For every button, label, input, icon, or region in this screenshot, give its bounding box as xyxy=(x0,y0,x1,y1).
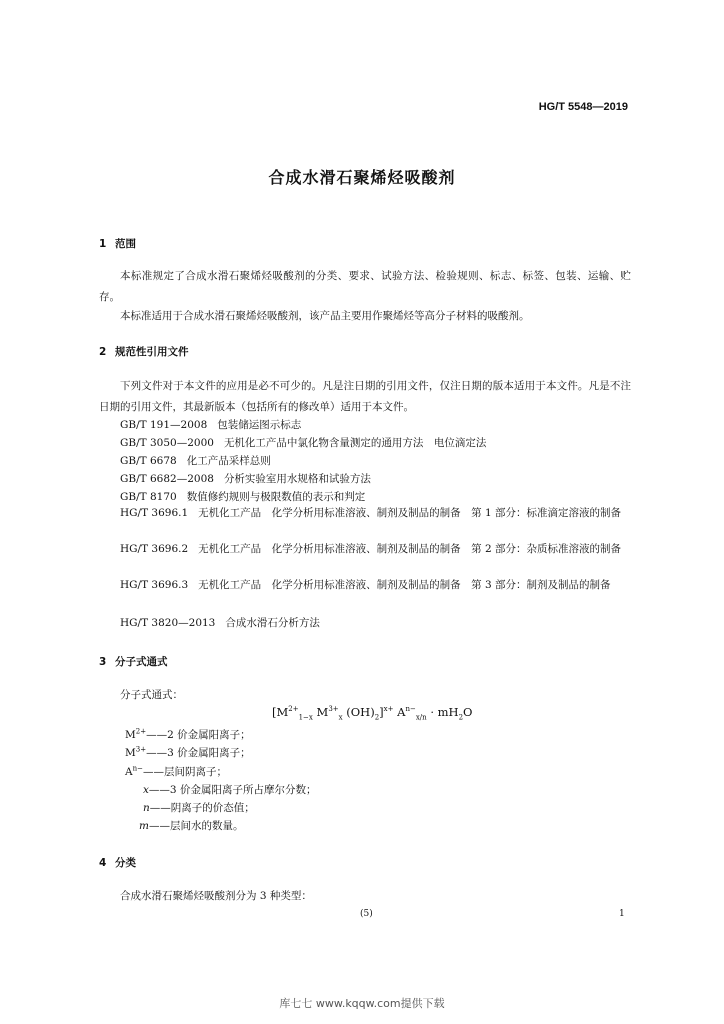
formula-definition: $A^{n-}——$层间阴离子； xyxy=(125,764,227,778)
section-1-heading: 1 范围 xyxy=(99,238,136,250)
ref-item: HG/T 3696.2 无机化工产品 化学分析用标准溶液、制剂及制品的制备 第 2 部分：杂质标准溶液的制备 xyxy=(120,543,622,555)
formula-definition: n——阴离子的价态值； xyxy=(143,802,255,814)
section-1-paragraph-1: 本标准规定了合成水滑石聚烯烃吸酸剂的分类、要求、试验方法、检验规则、标志、标签、包装、运输、贮存。 xyxy=(99,270,631,303)
formula-definition: x——3 价金属阳离子所占摩尔分数； xyxy=(143,784,317,796)
document-title: 合成水滑石聚烯烃吸酸剂 xyxy=(268,168,456,187)
download-watermark: 库七七 www.kqqw.com提供下载 xyxy=(279,997,445,1010)
section-3-heading: 3 分子式通式 xyxy=(99,656,168,668)
section-1-paragraph-2: 本标准适用于合成水滑石聚烯烃吸酸剂，该产品主要用作聚烯烃等高分子材料的吸酸剂。 xyxy=(120,310,530,322)
page-marker: (5) xyxy=(360,909,373,919)
section-2-heading: 2 规范性引用文件 xyxy=(99,346,189,358)
ref-item: GB/T 6678 化工产品采样总则 xyxy=(120,455,271,467)
ref-item: HG/T 3696.3 无机化工产品 化学分析用标准溶液、制剂及制品的制备 第 3 部分：制剂及制品的制备 xyxy=(120,579,611,591)
formula-definition: $M^{2+}——2$ 价金属阳离子； xyxy=(125,727,251,741)
standard-code: HG/T 5548—2019 xyxy=(538,101,628,113)
ref-item: GB/T 8170 数值修约规则与极限数值的表示和判定 xyxy=(120,491,366,503)
section-4-heading: 4 分类 xyxy=(99,857,136,869)
section-2-intro: 下列文件对于本文件的应用是必不可少的。凡是注日期的引用文件，仅注日期的版本适用于本文件。凡是不注日期的引用文件，其最新版本（包括所有的修改单）适用于本文件。 xyxy=(99,380,631,413)
ref-item: GB/T 3050—2000 无机化工产品中氯化物含量测定的通用方法 电位滴定法 xyxy=(120,437,487,449)
molecular-formula: [$M^{2+}_{1-x}$ $M^{3+}_x$ $(OH)_2]^{x+}$ $A^{n-}_{x/n} \cdot mH_2O$ xyxy=(272,705,473,722)
ref-item: HG/T 3820—2013 合成水滑石分析方法 xyxy=(120,617,320,629)
ref-item: GB/T 6682—2008 分析实验室用水规格和试验方法 xyxy=(120,473,371,485)
ref-item: HG/T 3696.1 无机化工产品 化学分析用标准溶液、制剂及制品的制备 第 1 部分：标准滴定溶液的制备 xyxy=(120,507,622,519)
section-4-paragraph: 合成水滑石聚烯烃吸酸剂分为 3 种类型： xyxy=(120,890,312,902)
formula-definition: m——层间水的数量。 xyxy=(139,820,244,832)
formula-label: 分子式通式： xyxy=(120,689,183,701)
ref-item: GB/T 191—2008 包装储运图示标志 xyxy=(120,419,302,431)
formula-definition: $M^{3+}——3$ 价金属阳离子； xyxy=(125,745,251,759)
page-number: 1 xyxy=(619,909,625,919)
